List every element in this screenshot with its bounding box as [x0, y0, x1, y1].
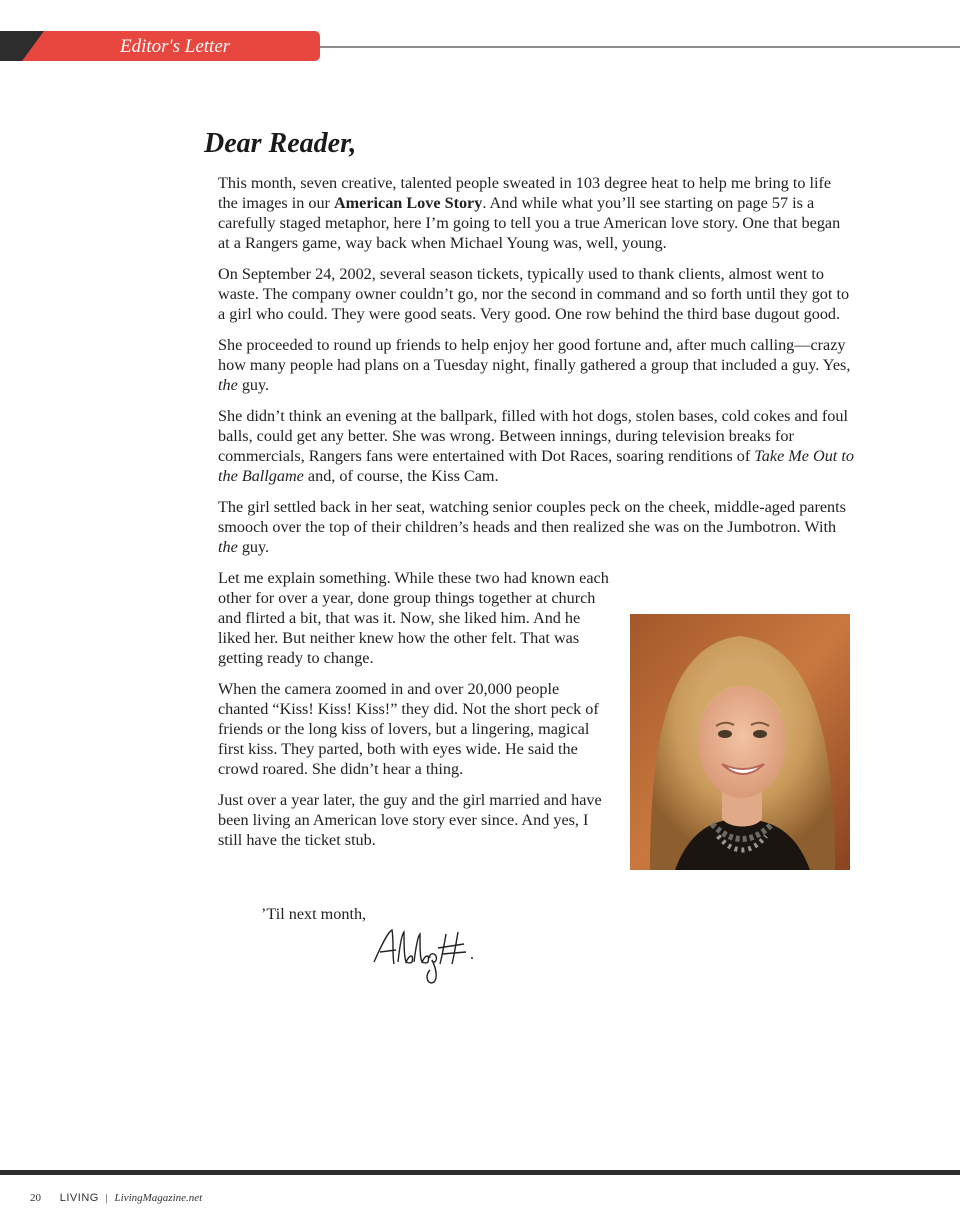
- text-run: The girl settled back in her seat, watching senior couples peck on the cheek, middle-aged parents smooch over the top of their children’s heads and then realized she was on the Jumbotron. With: [218, 498, 846, 536]
- italic-run: the: [218, 376, 238, 394]
- magazine-name: LIVING: [59, 1192, 99, 1204]
- italic-run: the: [218, 538, 238, 556]
- footer: [30, 1192, 202, 1204]
- paragraph-1: [218, 173, 854, 253]
- paragraph-7: When the camera zoomed in and over 20,000 people chanted “Kiss! Kiss! Kiss!” they did. Not the short peck of friends or the long kiss of lovers, but a lingering, magical first kiss. They parted, both with eyes wide. He said the crowd roared. She didn’t hear a thing.: [218, 680, 599, 778]
- website-link: LivingMagazine.net: [114, 1192, 203, 1204]
- section-title: Editor's Letter: [120, 36, 231, 57]
- text-run: This month, seven creative, talented people sweated in 103 degree heat to help me bring to life the images in our: [218, 174, 832, 212]
- text-run: guy.: [237, 376, 270, 394]
- paragraph-6: Let me explain something. While these two had known each other for over a year, done group things together at church and flirted a bit, that was it. Now, she liked him. And he liked her. But neither knew how the other felt. That was getting ready to change.: [218, 569, 609, 667]
- paragraph-8: Just over a year later, the guy and the girl married and have been living an American love story ever since. And yes, I still have the ticket stub.: [218, 791, 602, 849]
- paragraph-3: [218, 335, 854, 395]
- editor-portrait-photo: [630, 614, 850, 870]
- salutation: Dear Reader,: [204, 128, 357, 159]
- page-number: 20: [30, 1192, 41, 1204]
- portrait-illustration: [630, 614, 850, 870]
- text-run: and, of course, the Kiss Cam.: [303, 467, 499, 485]
- paragraph-4: [218, 406, 854, 486]
- story-title: American Love Story: [333, 194, 483, 212]
- text-run: She didn’t think an evening at the ballpark, filled with hot dogs, stolen bases, cold cokes and foul balls, could get any better. She was wrong. Between innings, during television breaks for commercials, Rangers fans were entertained with Dot Races, soaring renditions of: [218, 407, 848, 465]
- paragraph-2: On September 24, 2002, several season tickets, typically used to thank clients, almost went to waste. The company owner couldn’t go, nor the second in command and so forth until they got to a girl who could. They were good seats. Very good. One row behind the third base dugout good.: [218, 265, 850, 323]
- paragraph-5: [218, 497, 854, 557]
- signoff: ’Til next month,: [261, 905, 367, 923]
- section-header: [0, 31, 960, 61]
- song-title: Take Me Out to the Ballgame: [218, 447, 854, 485]
- text-run: guy.: [237, 538, 270, 556]
- footer-separator: |: [105, 1192, 108, 1204]
- signature: [368, 924, 480, 988]
- footer-rule: [0, 1170, 960, 1175]
- header-rule: [320, 46, 960, 48]
- text-run: . And while what you’ll see starting on page 57 is a carefully staged metaphor, here I’m going to tell you a true American love story. One that began at a Rangers game, way back when Michael Young was, well, young.: [218, 194, 841, 252]
- text-run: She proceeded to round up friends to help enjoy her good fortune and, after much calling—crazy how many people had plans on a Tuesday night, finally gathered a group that included a guy. Yes,: [218, 336, 851, 374]
